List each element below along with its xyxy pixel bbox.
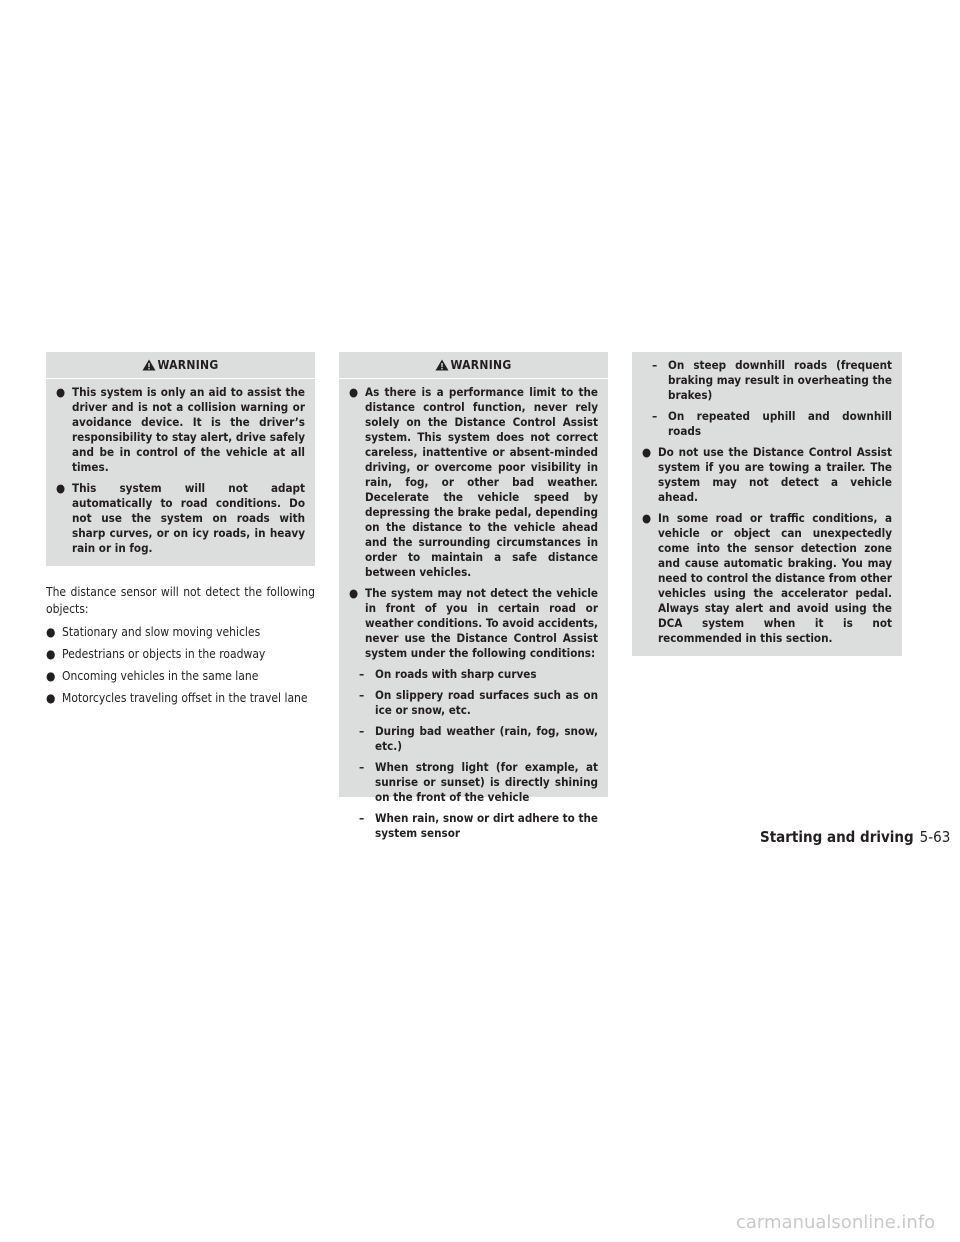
right-column (632, 352, 902, 656)
left-column (46, 352, 315, 712)
condition-item: – When strong light (for example, at sunrise or sunset) is directly shining on the front of the vehicle (359, 760, 598, 804)
condition-item: – On repeated uphill and downhill roads (652, 409, 892, 438)
condition-item: – On roads with sharp curves (359, 667, 537, 681)
bullet-icon: ● (642, 445, 652, 459)
condition-item: – On steep downhill roads (frequent braking may result in overheating the brakes) (652, 358, 892, 402)
bullet-icon: ● (349, 385, 359, 399)
bullet-icon: ● (56, 481, 66, 495)
section-title: Starting and driving (760, 828, 914, 846)
warning-box-middle (339, 352, 608, 840)
warning-triangle-icon (142, 359, 156, 371)
warning-box-left (46, 352, 315, 566)
warning-box-right-continued (632, 352, 902, 656)
list-item: ● This system will not adapt automatically to road conditions. Do not use the system on roads with sharp curves, or on icy roads, in heavy rain or in fog. (56, 481, 305, 555)
condition-item: – On slippery road surfaces such as on ice or snow, etc. (359, 688, 598, 717)
intro-paragraph: The distance sensor will not detect the following objects: (46, 585, 315, 616)
page-number: 5-63 (919, 828, 951, 846)
condition-item: – When rain, snow or dirt adhere to the system sensor (359, 811, 598, 840)
list-item: ● Oncoming vehicles in the same lane (46, 669, 259, 683)
bullet-icon: ● (46, 647, 56, 661)
bullet-icon: ● (642, 511, 652, 525)
bullet-icon: ● (349, 586, 359, 600)
list-item: ● As there is a performance limit to the distance control function, never rely solely on the Distance Control Assist system. This system does not correct careless, inattentive or absent-minded driving, or overcome poor visibility in rain, fog, or other bad weather. Decelerate the vehicle speed by depressing the brake pedal, depending on the distance to the vehicle ahead and the surrounding circumstances in order to maintain a safe distance between vehicles. (349, 385, 598, 579)
list-item: ● Motorcycles traveling offset in the travel lane (46, 691, 308, 705)
bullet-icon: ● (46, 669, 56, 683)
list-item: ● The system may not detect the vehicle in front of you in certain road or weather conditions. To avoid accidents, never use the Distance Control Assist system under the following conditions: (349, 586, 598, 660)
body-text (46, 584, 315, 707)
list-item: ● In some road or traffic conditions, a vehicle or object can unexpectedly come into the sensor detection zone and cause automatic braking. You may need to control the distance from other vehicles using the accelerator pedal. Always stay alert and avoid using the DCA system when it is not recommended in this section. (642, 511, 892, 645)
page-footer (760, 828, 951, 846)
list-item: ● Do not use the Distance Control Assist system if you are towing a trailer. The system may not detect a vehicle ahead. (642, 445, 892, 504)
bullet-icon: ● (46, 691, 56, 705)
warning-header (46, 358, 315, 379)
list-item: ● Pedestrians or objects in the roadway (46, 647, 266, 661)
warning-title: WARNING (157, 358, 219, 372)
condition-item: – During bad weather (rain, fog, snow, etc.) (359, 724, 598, 753)
list-item: ● Stationary and slow moving vehicles (46, 625, 261, 639)
bullet-icon: ● (46, 625, 56, 639)
warning-triangle-icon (435, 359, 449, 371)
warning-header (339, 358, 608, 379)
list-item: ● This system is only an aid to assist the driver and is not a collision warning or avoidance device. It is the driver’s responsibility to stay alert, drive safely and be in control of the vehicle at all times. (56, 385, 305, 474)
bullet-icon: ● (56, 385, 66, 399)
warning-title: WARNING (450, 358, 512, 372)
watermark: carmanualsonline.info (736, 1212, 936, 1233)
middle-column (339, 352, 608, 840)
